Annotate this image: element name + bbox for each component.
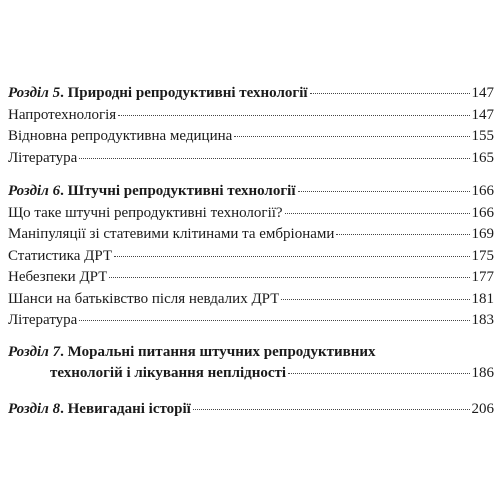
page-number: 147 bbox=[471, 85, 494, 101]
dot-leader bbox=[336, 223, 469, 238]
table-of-contents bbox=[8, 82, 494, 431]
chapter-7-block bbox=[8, 343, 494, 384]
chapter-heading[interactable] bbox=[8, 398, 494, 420]
page-number: 165 bbox=[471, 149, 494, 166]
toc-entry[interactable] bbox=[8, 266, 494, 288]
entry-title: Статистика ДРТ bbox=[8, 247, 113, 264]
page-number: 155 bbox=[471, 128, 494, 144]
toc-entry[interactable] bbox=[8, 288, 494, 310]
chapter-title-continuation bbox=[8, 362, 494, 384]
dot-leader bbox=[79, 309, 469, 324]
chapter-heading[interactable] bbox=[8, 343, 494, 384]
chapter-name-cont: технологій і лікування неплідності bbox=[50, 365, 287, 381]
entry-title: Література bbox=[8, 312, 78, 328]
page-number: 166 bbox=[471, 204, 494, 221]
chapter-prefix: Розділ 7 bbox=[8, 343, 61, 360]
dot-leader bbox=[288, 362, 469, 377]
entry-title: Шанси на батьківство після невдалих ДРТ bbox=[8, 290, 280, 307]
entry-title: Маніпуляції зі статевими клітинами та ембріонами bbox=[8, 226, 335, 242]
toc-entry[interactable] bbox=[8, 125, 494, 147]
page-number: 175 bbox=[471, 247, 494, 264]
toc-entry[interactable] bbox=[8, 245, 494, 267]
dot-leader bbox=[298, 180, 470, 195]
dot-leader bbox=[285, 202, 470, 217]
chapter-5-block bbox=[8, 82, 494, 168]
dot-leader bbox=[281, 288, 469, 303]
dot-leader bbox=[109, 266, 469, 281]
chapter-heading[interactable] bbox=[8, 180, 494, 202]
page-number: 177 bbox=[471, 269, 494, 285]
dot-leader bbox=[234, 125, 469, 140]
toc-entry[interactable] bbox=[8, 147, 494, 169]
toc-entry[interactable] bbox=[8, 309, 494, 331]
dot-leader bbox=[79, 147, 469, 162]
dot-leader bbox=[310, 82, 470, 97]
entry-title: Література bbox=[8, 149, 78, 166]
page-number: 147 bbox=[471, 106, 494, 123]
chapter-title bbox=[8, 343, 494, 363]
dot-leader bbox=[193, 398, 470, 413]
page-number: 166 bbox=[471, 183, 494, 199]
entry-title: Відновна репродуктивна медицина bbox=[8, 128, 233, 144]
chapter-name: . Природні репродуктивні технології bbox=[60, 85, 308, 101]
page-number: 206 bbox=[471, 400, 494, 417]
entry-title: Що таке штучні репродуктивні технології? bbox=[8, 204, 283, 221]
page-number: 183 bbox=[471, 312, 494, 328]
chapter-prefix: Розділ 6 bbox=[8, 183, 61, 199]
entry-title: Напротехнологія bbox=[8, 106, 117, 123]
chapter-name: . Штучні репродуктивні технології bbox=[60, 183, 296, 199]
page-number: 181 bbox=[471, 290, 494, 307]
chapter-name: . Моральні питання штучних репродуктивних bbox=[60, 343, 376, 360]
chapter-title bbox=[8, 182, 296, 202]
page-number: 186 bbox=[471, 365, 494, 381]
chapter-heading[interactable] bbox=[8, 82, 494, 104]
chapter-prefix: Розділ 8 bbox=[8, 400, 61, 417]
chapter-6-block bbox=[8, 180, 494, 331]
entry-title: Небезпеки ДРТ bbox=[8, 269, 108, 285]
page-number: 169 bbox=[471, 226, 494, 242]
toc-entry[interactable] bbox=[8, 223, 494, 245]
chapter-8-block bbox=[8, 398, 494, 420]
chapter-title bbox=[8, 400, 191, 420]
chapter-name: . Невигадані історії bbox=[60, 400, 191, 417]
chapter-prefix: Розділ 5 bbox=[8, 85, 61, 101]
dot-leader bbox=[118, 104, 469, 119]
dot-leader bbox=[114, 245, 469, 260]
toc-entry[interactable] bbox=[8, 104, 494, 126]
chapter-title bbox=[8, 84, 308, 104]
toc-entry[interactable] bbox=[8, 202, 494, 224]
